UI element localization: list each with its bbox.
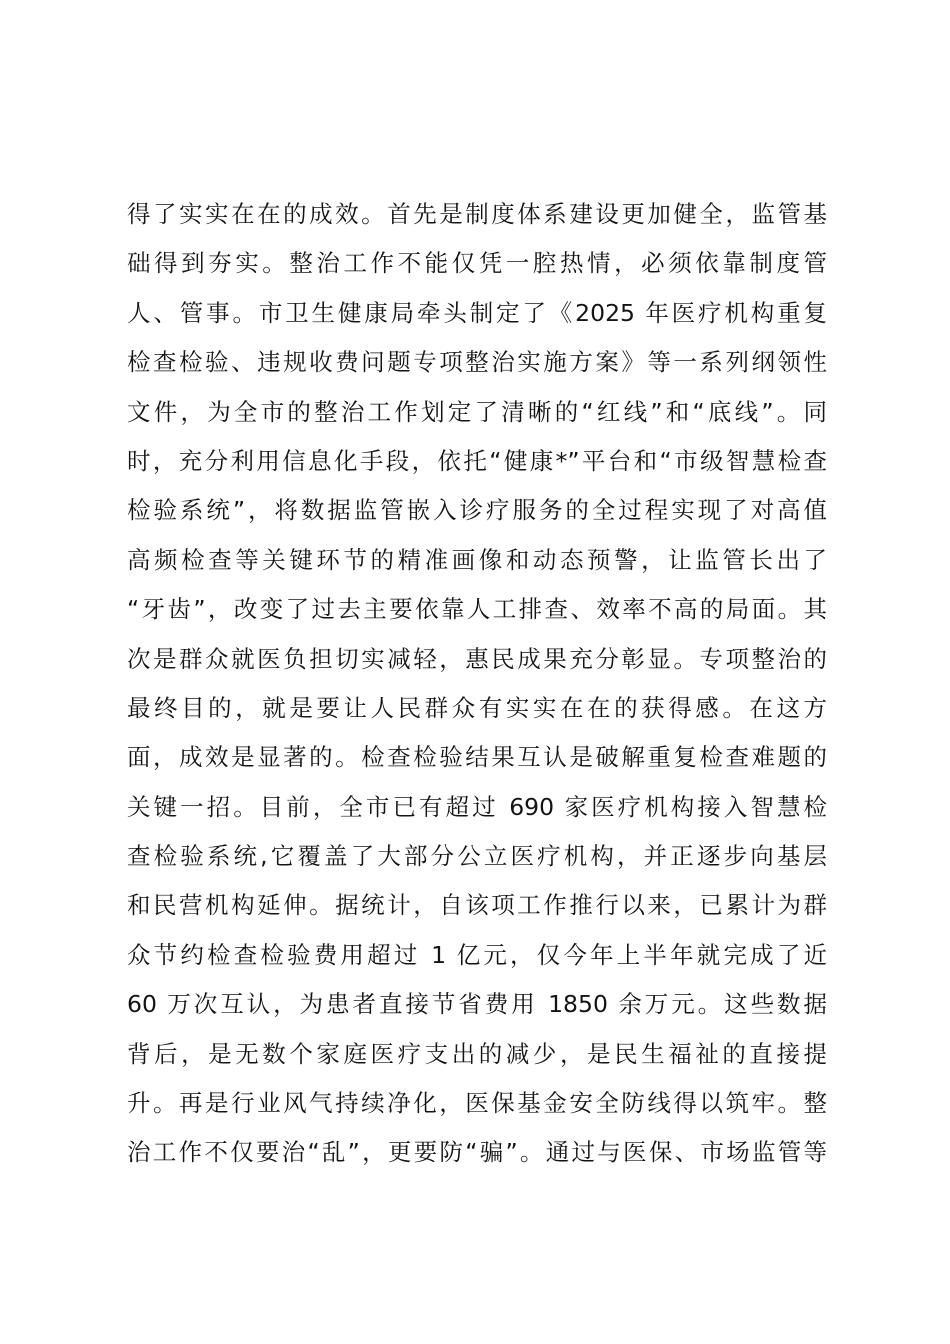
text-line-9: “牙齿”，改变了过去主要依靠人工排查、效率不高的局面。其 (127, 595, 827, 624)
text-line-8: 高频检查等关键环节的精准画像和动态预警，让监管长出了 (127, 545, 827, 574)
text-line-1: 得了实实在在的成效。首先是制度体系建设更加健全，监管基 (127, 200, 827, 228)
text-line-15: 和民营机构延伸。据统计，自该项工作推行以来，已累计为群 (127, 891, 827, 920)
body-paragraph (127, 190, 827, 1178)
text-line-5: 文件，为全市的整治工作划定了清晰的“红线”和“底线”。同 (127, 397, 827, 426)
text-line-10: 次是群众就医负担切实减轻，惠民成果充分彰显。专项整治的 (127, 644, 827, 673)
text-line-4: 检查检验、违规收费问题专项整治实施方案》等一系列纲领性 (127, 348, 827, 377)
text-line-18: 背后，是无数个家庭医疗支出的减少，是民生福祉的直接提 (127, 1039, 827, 1068)
text-line-6: 时，充分利用信息化手段，依托“健康*”平台和“市级智慧检查 (127, 446, 827, 475)
text-line-17: 60 万次互认，为患者直接节省费用 1850 余万元。这些数据 (127, 990, 827, 1019)
text-line-13: 关键一招。目前，全市已有超过 690 家医疗机构接入智慧检 (127, 792, 827, 821)
text-line-19: 升。再是行业风气持续净化，医保基金安全防线得以筑牢。整 (127, 1089, 827, 1118)
text-line-7: 检验系统”，将数据监管嵌入诊疗服务的全过程实现了对高值 (127, 496, 827, 525)
text-line-2: 础得到夯实。整治工作不能仅凭一腔热情，必须依靠制度管 (127, 249, 827, 278)
text-line-12: 面，成效是显著的。检查检验结果互认是破解重复检查难题的 (127, 743, 827, 772)
text-line-3: 人、管事。市卫生健康局牵头制定了《2025 年医疗机构重复 (127, 298, 827, 327)
text-line-20: 治工作不仅要治“乱”，更要防“骗”。通过与医保、市场监管等 (127, 1138, 827, 1167)
text-line-14: 查检验系统,它覆盖了大部分公立医疗机构，并正逐步向基层 (127, 842, 827, 871)
text-line-16: 众节约检查检验费用超过 1 亿元，仅今年上半年就完成了近 (127, 940, 827, 969)
text-line-11: 最终目的，就是要让人民群众有实实在在的获得感。在这方 (127, 693, 827, 722)
